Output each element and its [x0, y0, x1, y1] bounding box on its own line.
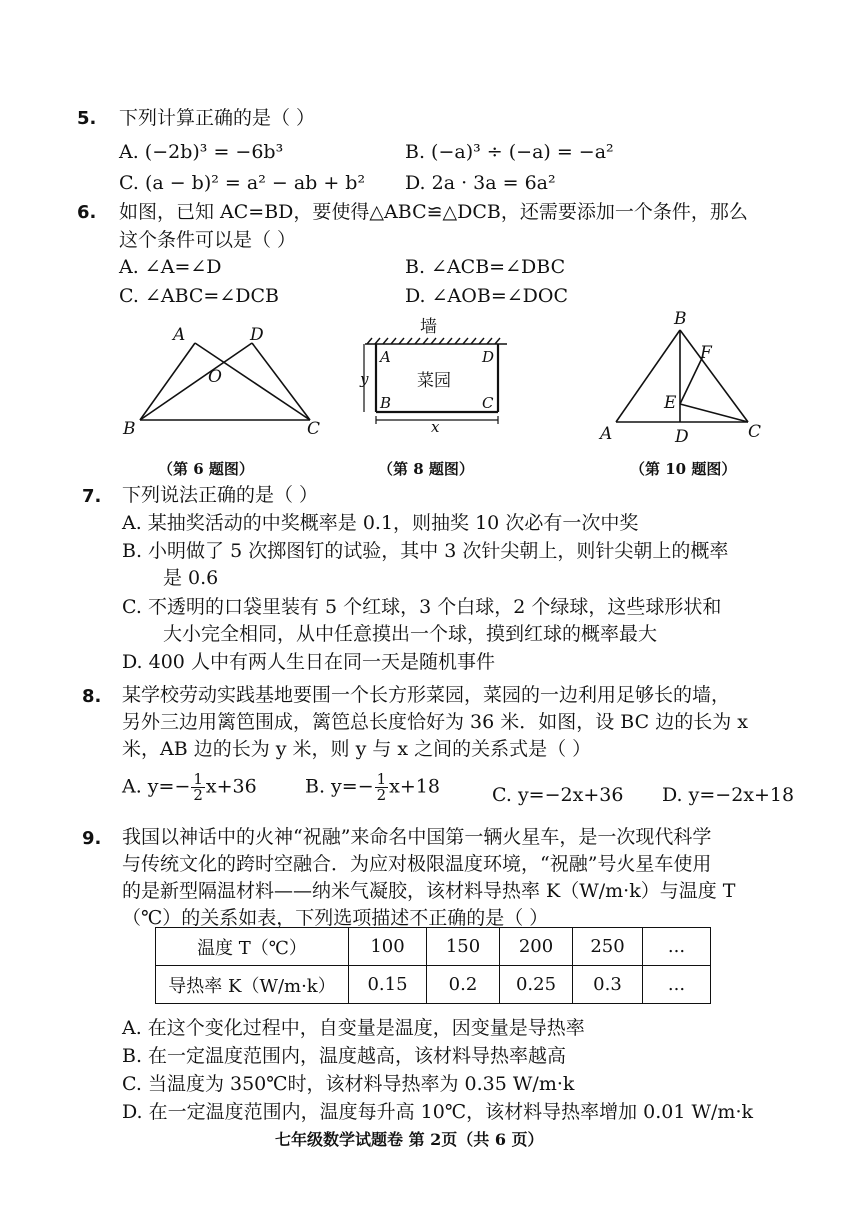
fig10-label-e: E	[664, 393, 677, 413]
q8-option-d: D. y=−2x+18	[662, 784, 795, 806]
fig6-label-c: C	[307, 419, 321, 439]
q8-option-a-frac-num: 1	[193, 770, 203, 788]
q9-option-d: D. 在一定温度范围内，温度每升高 10℃，该材料导热率增加 0.01 W/m·k	[122, 1101, 753, 1123]
q7-stem: 下列说法正确的是（ ）	[122, 484, 319, 506]
table-cell: ...	[643, 966, 711, 1004]
q5-number: 5.	[77, 108, 97, 129]
q8-option-b-prefix: B. y=−	[305, 775, 374, 798]
q9-option-c: C. 当温度为 350℃时，该材料导热率为 0.35 W/m·k	[122, 1073, 575, 1095]
table-cell: 100	[349, 928, 427, 966]
q5-stem: 下列计算正确的是（ ）	[119, 107, 316, 129]
q8-option-b-suffix: x+18	[389, 775, 440, 798]
q8-option-a	[122, 772, 257, 803]
fig8-label-c: C	[482, 394, 494, 412]
fig8-label-y: y	[360, 370, 369, 388]
fig10-label-a: A	[600, 424, 613, 444]
fig8-label-d: D	[482, 348, 495, 366]
fig10-caption: （第 10 题图）	[630, 460, 737, 478]
q9-option-b: B. 在一定温度范围内，温度越高，该材料导热率越高	[122, 1045, 567, 1067]
fig6-caption: （第 6 题图）	[158, 460, 254, 478]
fig10-label-f: F	[700, 343, 712, 363]
q7-option-c-line1: C. 不透明的口袋里装有 5 个红球，3 个白球，2 个绿球，这些球形状和	[122, 596, 722, 618]
q6-option-c: C. ∠ABC=∠DCB	[119, 285, 280, 307]
page-footer: 七年级数学试题卷 第 2页（共 6 页）	[275, 1130, 544, 1149]
q6-option-a: A. ∠A=∠D	[119, 256, 222, 278]
figure-q8	[355, 314, 515, 434]
q8-option-c: C. y=−2x+36	[492, 784, 624, 806]
q8-option-a-suffix: x+36	[205, 775, 257, 798]
figure-q6	[115, 318, 330, 448]
fig6-label-a: A	[173, 325, 186, 345]
q5-option-b: B. (−a)³ ÷ (−a) = −a²	[405, 141, 614, 163]
fig6-label-o: O	[208, 367, 222, 387]
q7-option-a: A. 某抽奖活动的中奖概率是 0.1，则抽奖 10 次必有一次中奖	[122, 512, 639, 534]
q8-option-b	[305, 772, 440, 803]
table-cell: 200	[500, 928, 573, 966]
q5-option-d: D. 2a · 3a = 6a²	[405, 172, 556, 194]
q8-option-a-fraction	[191, 772, 205, 803]
fig10-label-d: D	[675, 427, 689, 446]
q6-number: 6.	[77, 202, 97, 223]
q9-number: 9.	[82, 828, 102, 849]
table-cell: 0.2	[427, 966, 500, 1004]
table-cell: 250	[573, 928, 643, 966]
q8-option-b-frac-num: 1	[376, 770, 387, 788]
q9-option-a: A. 在这个变化过程中，自变量是温度，因变量是导热率	[122, 1017, 585, 1039]
q8-number: 8.	[82, 686, 102, 707]
table-row	[156, 966, 711, 1004]
q9-table	[155, 927, 711, 1004]
q9-stem-line2: 与传统文化的跨时空融合．为应对极限温度环境，“祝融”号火星车使用	[122, 853, 712, 875]
q9-stem-line1: 我国以神话中的火神“祝融”来命名中国第一辆火星车，是一次现代科学	[122, 826, 712, 848]
q9-stem-line4: （℃）的关系如表，下列选项描述不正确的是（ ）	[122, 907, 549, 929]
figure-q10	[590, 306, 775, 446]
q6-option-b: B. ∠ACB=∠DBC	[405, 256, 566, 278]
fig8-label-x: x	[431, 418, 440, 434]
table-cell: 导热率 K（W/m·k）	[156, 966, 349, 1004]
table-cell: ...	[643, 928, 711, 966]
fig8-caption: （第 8 题图）	[378, 460, 474, 478]
fig8-garden-label: 菜园	[417, 371, 451, 391]
fig8-label-a: A	[380, 348, 391, 366]
q6-stem-line2: 这个条件可以是（ ）	[119, 229, 297, 251]
q8-option-a-frac-den: 2	[193, 786, 203, 804]
fig10-label-c: C	[748, 422, 762, 442]
table-cell: 0.25	[500, 966, 573, 1004]
fig10-label-b: B	[674, 309, 687, 329]
q8-option-b-fraction	[375, 772, 389, 803]
fig6-label-d: D	[250, 325, 264, 345]
q7-option-d: D. 400 人中有两人生日在同一天是随机事件	[122, 651, 495, 673]
q6-option-d: D. ∠AOB=∠DOC	[405, 285, 569, 307]
table-cell: 150	[427, 928, 500, 966]
q8-stem-line1: 某学校劳动实践基地要围一个长方形菜园，菜园的一边利用足够长的墙，	[122, 684, 731, 706]
q8-option-b-frac-den: 2	[376, 786, 387, 804]
q7-option-c-line2: 大小完全相同，从中任意摸出一个球，摸到红球的概率最大	[163, 623, 658, 645]
q8-stem-line2: 另外三边用篱笆围成，篱笆总长度恰好为 36 米．如图，设 BC 边的长为 x	[122, 711, 748, 733]
q7-number: 7.	[82, 486, 102, 507]
q7-option-b-line1: B. 小明做了 5 次掷图钉的试验，其中 3 次针尖朝上，则针尖朝上的概率	[122, 540, 729, 562]
q5-option-c: C. (a − b)² = a² − ab + b²	[119, 172, 366, 194]
table-cell: 0.15	[349, 966, 427, 1004]
q9-stem-line3: 的是新型隔温材料——纳米气凝胶，该材料导热率 K（W/m·k）与温度 T	[122, 880, 736, 902]
table-cell: 0.3	[573, 966, 643, 1004]
fig6-label-b: B	[123, 419, 136, 439]
q8-option-a-prefix: A. y=−	[122, 775, 191, 798]
q8-stem-line3: 米，AB 边的长为 y 米，则 y 与 x 之间的关系式是（ ）	[122, 738, 592, 760]
q5-option-a: A. (−2b)³ = −6b³	[119, 141, 284, 163]
table-row	[156, 928, 711, 966]
q7-option-b-line2: 是 0.6	[163, 567, 219, 589]
fig8-label-b: B	[380, 394, 392, 412]
q6-stem-line1: 如图，已知 AC=BD，要使得△ABC≌△DCB，还需要添加一个条件，那么	[119, 201, 748, 223]
fig8-wall-label: 墙	[420, 317, 437, 337]
table-cell: 温度 T（℃）	[156, 928, 349, 966]
